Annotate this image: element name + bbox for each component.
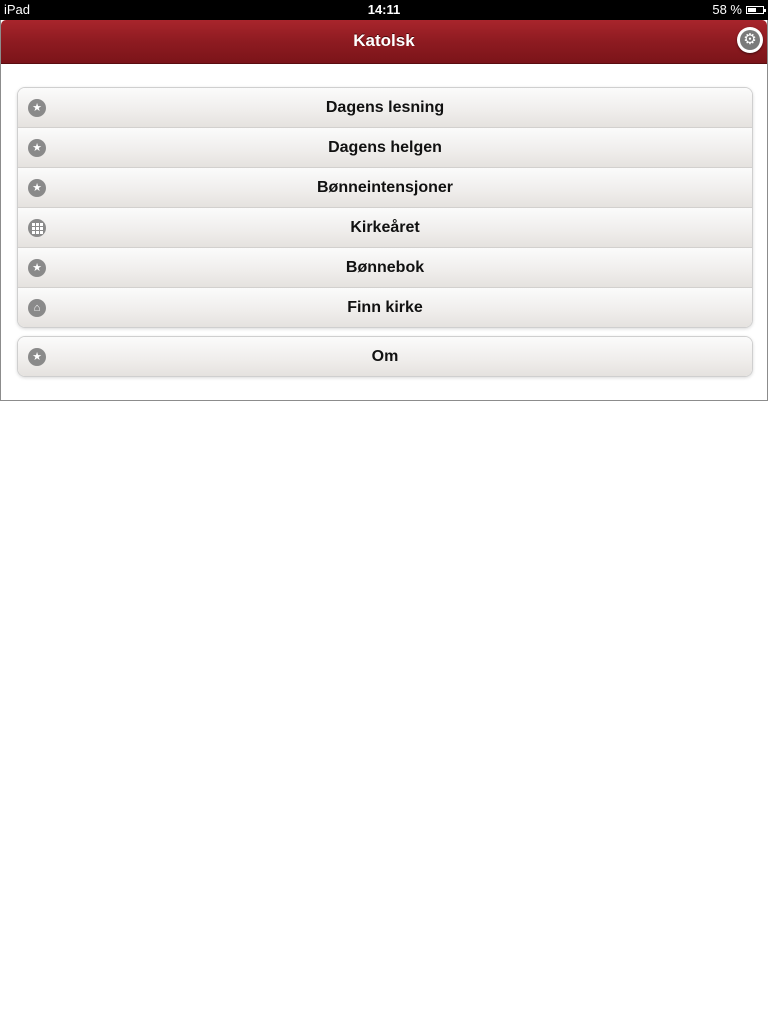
navigation-header [1,20,767,64]
star-icon: ★ [28,179,46,197]
carrier-label: iPad [4,2,31,17]
menu-item-bonneintensjoner[interactable] [18,168,752,208]
menu-item-label: Bønneintensjoner [316,178,453,196]
page-title: Katolsk [353,31,415,50]
menu-item-label: Om [371,347,399,365]
star-icon: ★ [28,99,46,117]
star-icon: ★ [28,259,46,277]
menu-item-om[interactable] [18,337,752,376]
menu-item-label: Bønnebok [345,258,425,276]
menu-item-dagens-helgen[interactable] [18,128,752,168]
menu-item-kirkearet[interactable] [18,208,752,248]
battery-percentage: 58 % [712,2,742,17]
menu-item-finn-kirke[interactable] [18,288,752,327]
main-menu-list [17,87,753,328]
gear-icon: ⚙ [740,30,760,50]
star-icon: ★ [28,348,46,366]
status-bar [0,0,768,20]
menu-item-label: Dagens helgen [328,138,442,156]
menu-item-dagens-lesning[interactable] [18,88,752,128]
star-icon: ★ [28,139,46,157]
battery-indicator [712,2,764,17]
app-window [0,20,768,401]
menu-item-label: Finn kirke [347,298,423,316]
battery-icon [746,6,764,14]
menu-item-bonnebok[interactable] [18,248,752,288]
grid-icon [28,219,46,237]
home-icon: ⌂ [28,299,46,317]
menu-item-label: Kirkeåret [350,218,420,236]
clock: 14:11 [367,2,401,17]
menu-item-label: Dagens lesning [325,98,445,116]
settings-button[interactable] [737,27,763,53]
battery-fill [748,8,756,12]
about-menu-list [17,336,753,377]
